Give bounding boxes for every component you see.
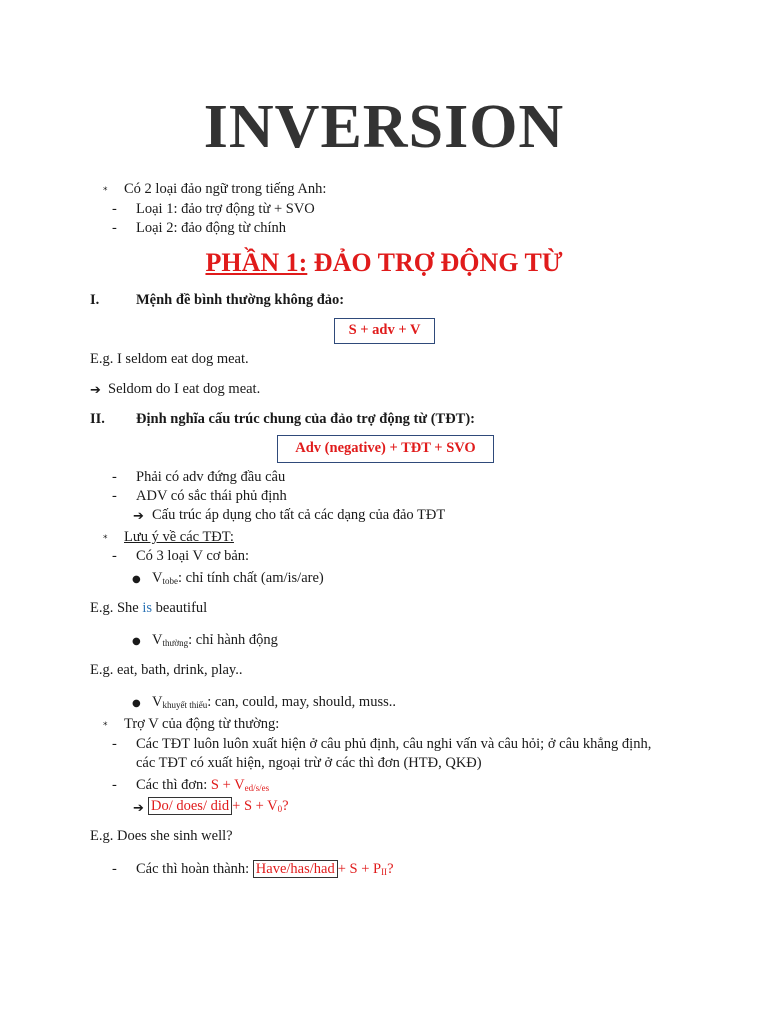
dash: -: [112, 469, 117, 485]
part1-number: I.: [90, 292, 100, 308]
rule-result: Cấu trúc áp dụng cho tất cả các dạng của đảo TĐT: [152, 507, 446, 523]
note-item: Có 3 loại V cơ bản:: [136, 548, 250, 564]
page-title: INVERSION: [203, 93, 565, 161]
example-thuong: E.g. eat, bath, drink, play..: [90, 662, 243, 678]
dash: -: [112, 777, 117, 793]
dash: -: [112, 736, 117, 752]
example-1: E.g. I seldom eat dog meat.: [90, 351, 249, 367]
simple-tense: Các thì đơn: $S + V_{ed/s/es}$: [136, 777, 270, 793]
bullet-star: *: [103, 186, 108, 196]
intro-item-1: Loại 1: đảo trợ động từ + SVO: [136, 201, 315, 217]
v-thuong: $V_{thường}$: chỉ hành động: [152, 632, 278, 648]
section-heading: [0, 248, 768, 278]
dash: -: [112, 488, 117, 504]
aux-line-1: Các TĐT luôn luôn xuất hiện ở câu phủ định, câu nghi vấn và câu hỏi; ở câu khẳng định,: [136, 736, 652, 752]
note-title: Lưu ý về các TĐT:: [124, 529, 234, 545]
part2-heading: Định nghĩa cấu trúc chung của đảo trợ động từ (TĐT):: [136, 411, 475, 427]
part1-heading: Mệnh đề bình thường không đảo:: [136, 292, 345, 308]
bullet-star: *: [103, 721, 108, 731]
dash: -: [112, 220, 117, 236]
bullet-dot: ●: [132, 574, 141, 585]
formula-box-inversion: Adv (negative) + TĐT + SVO: [277, 435, 494, 463]
part2-number: II.: [90, 411, 105, 427]
simple-result: Do/ does/ did + $S + V_0$?: [148, 798, 289, 815]
v-khuyet: $V_{khuyết thiếu}$: can, could, may, should, muss..: [152, 694, 396, 710]
example-1-result: Seldom do I eat dog meat.: [108, 381, 261, 397]
dash: -: [112, 201, 117, 217]
example-tobe: E.g. She is beautiful: [90, 600, 208, 616]
v-tobe: $V_{tobe}$: chỉ tính chất (am/is/are): [152, 570, 324, 586]
formula-box-basic: S + adv + V: [334, 318, 435, 344]
example-simple: E.g. Does she sinh well?: [90, 828, 233, 844]
bullet-dot: ●: [132, 636, 141, 647]
perfect-tense: Các thì hoàn thành: Have/has/had + $S + P_{II}$?: [136, 861, 394, 877]
boxed-have: Have/has/had: [253, 860, 338, 878]
dash: -: [112, 548, 117, 564]
aux-line-2: các TĐT có xuất hiện, ngoại trừ ở các thì đơn (HTĐ, QKĐ): [136, 755, 482, 771]
arrow-icon: ➔: [90, 383, 101, 398]
dash: -: [112, 861, 117, 877]
boxed-aux: Do/ does/ did: [148, 797, 232, 815]
bullet-star: *: [103, 534, 108, 544]
intro-text: Có 2 loại đảo ngữ trong tiếng Anh:: [124, 181, 327, 197]
aux-title: Trợ V của động từ thường:: [124, 716, 280, 732]
arrow-icon: ➔: [133, 801, 144, 816]
section-title: ĐẢO TRỢ ĐỘNG TỪ: [307, 248, 563, 277]
intro-item-2: Loại 2: đảo động từ chính: [136, 220, 287, 236]
section-prefix: PHẦN 1:: [205, 248, 308, 277]
bullet-dot: ●: [132, 698, 141, 709]
rule-2: ADV có sắc thái phủ định: [136, 488, 287, 504]
rule-1: Phải có adv đứng đầu câu: [136, 469, 286, 485]
arrow-icon: ➔: [133, 509, 144, 524]
